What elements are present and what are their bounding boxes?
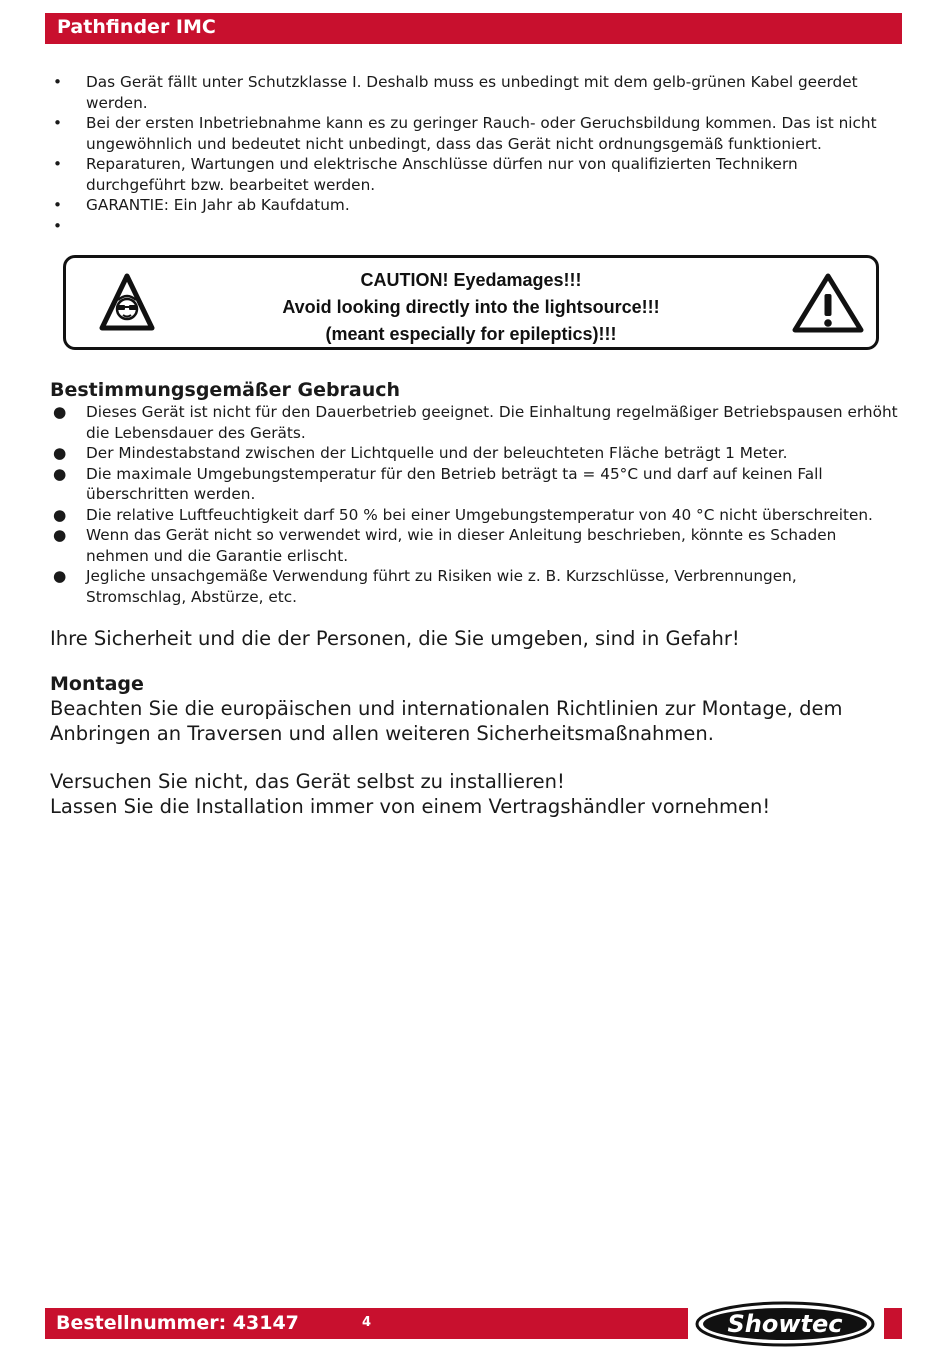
caution-line: (meant especially for epileptics)!!! [325,324,617,344]
header-bar [45,13,902,44]
showtec-logo [694,1300,876,1352]
order-number: Bestellnummer: 43147 [56,1312,299,1334]
safety-list [50,72,900,235]
list-item-text: GARANTIE: Ein Jahr ab Kaufdatum. [86,196,350,214]
list-item [50,505,900,526]
logo-text: Showtec [727,1310,843,1338]
bullet: • [53,196,63,214]
list-item [50,72,900,113]
eye-protection-warning-icon [99,272,155,336]
bullet: ● [53,567,67,585]
bullet: ● [53,526,67,544]
footer-tab [884,1308,902,1339]
section-heading: Bestimmungsgemäßer Gebrauch [50,379,401,401]
list-item [50,464,900,505]
caution-line: CAUTION! Eyedamages!!! [360,270,582,290]
installation-warning-line: Lassen Sie die Installation immer von einem Vertragshändler vornehmen! [50,794,771,818]
list-item [50,525,900,566]
caution-box [63,255,879,350]
bullet: ● [53,464,67,483]
list-item [50,113,900,154]
page-number: 4 [361,1315,372,1330]
bullet: • [53,73,63,91]
safety-warning-text: Ihre Sicherheit und die der Personen, die Sie umgeben, sind in Gefahr! [50,627,740,650]
bullet: • [53,114,63,132]
list-item-text: Wenn das Gerät nicht so verwendet wird, wie in dieser Anleitung beschrieben, könnte es Schaden nehmen und die Garantie erlischt. [86,526,837,565]
list-item-text: Das Gerät fällt unter Schutzklasse I. Deshalb muss es unbedingt mit dem gelb-grünen Kabel geerdet werden. [86,73,858,112]
exclamation-warning-icon [792,272,864,338]
list-item [50,195,900,216]
usage-list [50,402,900,607]
list-item-text: Die relative Luftfeuchtigkeit darf 50 % bei einer Umgebungstemperatur von 40 °C nicht überschreiten. [86,505,873,524]
list-item-text: Dieses Gerät ist nicht für den Dauerbetrieb geeignet. Die Einhaltung regelmäßiger Betriebspausen erhöht die Lebensdauer des Geräts. [86,403,898,442]
list-item-text: Der Mindestabstand zwischen der Lichtquelle und der beleuchteten Fläche beträgt 1 Meter. [86,444,788,462]
list-item-text: Bei der ersten Inbetriebnahme kann es zu geringer Rauch- oder Geruchsbildung kommen. Das ist nicht ungewöhnlich und bedeutet nicht unbedingt, dass das Gerät nicht ordnungsgemäß funktioniert. [86,114,877,153]
bullet: • [53,155,63,173]
list-item [50,443,900,464]
footer-bar [45,1308,688,1339]
caution-text [216,267,726,348]
list-item-text: Die maximale Umgebungstemperatur für den Betrieb beträgt ta = 45°C und darf auf keinen Fall überschritten werden. [86,464,823,503]
installation-warning [50,770,900,819]
list-item [50,566,900,607]
montage-paragraph: Beachten Sie die europäischen und internationalen Richtlinien zur Montage, dem Anbringen an Traversen und allen weiteren Sicherheitsmaßnahmen. [50,697,843,745]
bullet: ● [53,505,67,524]
list-item-text: Jegliche unsachgemäße Verwendung führt zu Risiken wie z. B. Kurzschlüsse, Verbrennungen, Stromschlag, Abstürze, etc. [86,567,797,606]
bullet: • [53,216,63,235]
list-item-text: Reparaturen, Wartungen und elektrische Anschlüsse dürfen nur von qualifizierten Technikern durchgeführt bzw. bearbeitet werden. [86,155,798,194]
list-item [50,154,900,195]
bullet: ● [53,403,67,421]
installation-warning-line: Versuchen Sie nicht, das Gerät selbst zu installieren! [50,770,565,793]
caution-line: Avoid looking directly into the lightsource!!! [282,297,660,317]
bullet: ● [53,444,67,462]
document-title: Pathfinder IMC [57,16,216,38]
section-heading: Montage [50,673,144,695]
list-item [50,402,900,443]
